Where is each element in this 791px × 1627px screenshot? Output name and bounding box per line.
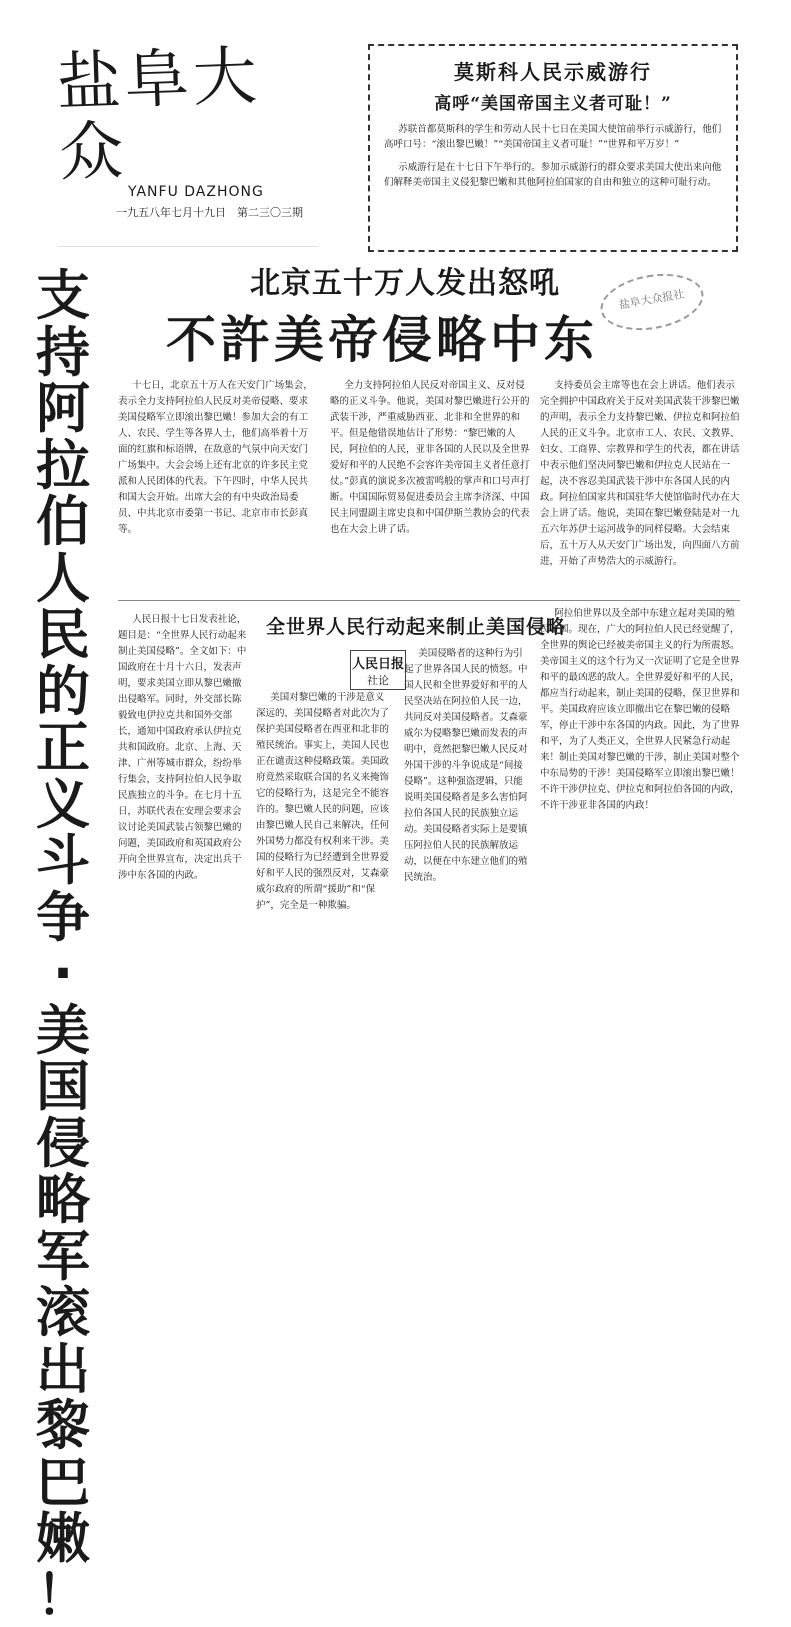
editorial-text: 美国侵略者的这种行为引起了世界各国人民的愤怒。中国人民和全世界爱好和平的人民坚决站在阿拉伯人民一边，共同反对美国侵略者。艾森豪威尔为侵略黎巴嫩而发表的声明中，竟然把黎巴嫩人民反对外国干涉的斗争说成是“间接侵略”。这种强盗逻辑，只能说明美国侵略者是多么害怕阿拉伯各国人民的民族独立运动。美国侵略者实际上是要镇压阿拉伯人民的民族解放运动，以便在中东建立他们的殖民统治。 [404, 648, 528, 883]
article-text: 支持委员会主席等也在会上讲话。他们表示完全拥护中国政府关于反对美国武装干涉黎巴嫩的声明，表示全力支持黎巴嫩、伊拉克和阿拉伯人民的正义斗争。北京市工人、农民、文教界、妇女、工商界、宗教界和学生的代表，都在讲话中表示他们坚决同黎巴嫩和伊拉克人民站在一起，决不容忍美国武装干涉中东各国人民的内政。阿拉伯国家共和国驻华大使馆临时代办在大会上讲了话。他说，美国在黎巴嫩登陆是对一九五六年苏伊士运河战争的同样侵略。大会结束后，五十万人从天安门广场出发，向四面八方前进，开始了声势浩大的示威游行。 [540, 380, 740, 567]
vertical-headline-char: 滚 [36, 1281, 90, 1344]
editorial-badge [350, 650, 406, 690]
box-paragraph-2: 示威游行是在十七日下午举行的。参加示威游行的群众要求美国大使出来向他们解释美帝国主义侵犯黎巴嫩和其他阿拉伯国家的自由和独立的这种可耻行动。 [384, 162, 722, 188]
divider [118, 600, 740, 601]
vertical-headline-char: 民 [36, 603, 90, 666]
editorial-label: 社论 [367, 674, 389, 687]
vertical-headline-char: 人 [36, 546, 90, 610]
vertical-headline-char: 国 [36, 1055, 90, 1118]
vertical-headline-char: ！ [36, 1563, 90, 1627]
vertical-headline-char: 的 [36, 659, 90, 723]
vertical-headline-char: 黎 [36, 1394, 90, 1457]
main-subheadline: 北京五十万人发出怒吼 [250, 266, 560, 301]
vertical-headline-char: 争 [36, 885, 90, 949]
moscow-news-box [368, 44, 738, 252]
editorial-text: 美国对黎巴嫩的干涉是意义深远的，美国侵略者对此次为了保护美国侵略者在西亚和北非的殖民统治。事实上，美国人民也正在谴责这种侵略政策。美国政府竟然采取联合国的名义来掩饰它的侵略行为，这是完全不能容许的。黎巴嫩人民的问题，应该由黎巴嫩人民自己来解决，任何外国势力都没有权利来干涉。美国的侵略行为已经遭到全世界爱好和平人民的强烈反对，艾森豪威尔政府的所谓“援助”和“保护”，完全是一种欺骗。 [256, 692, 390, 911]
newspaper-latin-title: YANFU DAZHONG [128, 184, 264, 200]
vertical-headline-char: 阿 [36, 377, 90, 440]
article-column-2 [330, 378, 530, 596]
article-text: 全力支持阿拉伯人民反对帝国主义、反对侵略的正义斗争。他说，美国对黎巴嫩进行公开的武装干涉，严重威胁西亚、北非和全世界的和平。但是他错误地估计了形势：“黎巴嫩的人民，阿拉伯的人民，亚非各国的人民以及全世界爱好和平的人民绝不会容许美帝国主义者任意打仗。”彭真的演说多次被雷鸣般的掌声和口号声打断。中国国际贸易促进委员会主席李济深、中国民主同盟副主席史良和中国伊斯兰教协会的代表也在大会上讲了话。 [330, 380, 530, 535]
editorial-column-4 [540, 606, 740, 1082]
article-column-1 [118, 378, 316, 596]
vertical-headline-char: 正 [36, 716, 90, 779]
box-paragraph-1: 苏联首都莫斯科的学生和劳动人民十七日在美国大使馆前举行示威游行，他们高呼口号：“滚出黎巴嫩！”“美国帝国主义者可耻！”“世界和平万岁！” [384, 124, 722, 150]
article-column-3 [540, 378, 740, 596]
vertical-headline-char: 嫩 [36, 1507, 90, 1570]
vertical-headline-char: 军 [36, 1224, 90, 1288]
vertical-headline-char: · [52, 942, 74, 1005]
article-text: 十七日，北京五十万人在天安门广场集会，表示全力支持阿拉伯人民反对美帝侵略、要求美国侵略军立即滚出黎巴嫩！参加大会的有工人、农民、学生等各界人士，他们高举着十万面的红旗和标语牌，在敌意的气氛中向天安门广场集中。大会会场上还有北京的许多民主党派和人民团体的代表。下午四时，中华人民共和国大会开始。出席大会的有中央政治局委员、中共北京市委第一书记、北京市市长彭真等。 [118, 380, 313, 535]
editorial-headline: 全世界人民行动起来制止美国侵略 [266, 616, 567, 638]
editorial-column-2 [256, 690, 392, 1122]
editorial-column-1 [118, 612, 248, 1082]
vertical-headline-char: 出 [36, 1337, 90, 1401]
vertical-headline-char: 持 [36, 320, 90, 384]
vertical-headline-char: 斗 [36, 829, 90, 892]
vertical-headline-char: 美 [36, 998, 90, 1062]
vertical-headline-char: 侵 [36, 1111, 90, 1175]
editorial-column-3 [404, 646, 528, 1078]
vertical-headline-char: 义 [36, 772, 90, 836]
vertical-headline-char: 伯 [36, 490, 90, 553]
issue-date: 一九五八年七月十九日 第二三〇三期 [116, 206, 303, 219]
vertical-headline-char: 巴 [36, 1450, 90, 1514]
main-headline: 不許美帝侵略中东 [166, 310, 598, 369]
library-stamp: 盐阜大众报社 [596, 266, 708, 337]
masthead [55, 38, 318, 248]
vertical-headline-char: 略 [36, 1168, 90, 1231]
box-headline: 莫斯科人民示威游行 [454, 60, 652, 84]
vertical-headline-char: 支 [36, 264, 90, 327]
editorial-text: 人民日报十七日发表社论，题目是：“全世界人民行动起来制止美国侵略”。全文如下：中国政府在十月十六日，发表声明，要求美国立即从黎巴嫩撤出侵略军。同时，外交部长陈毅致电伊拉克共和国外交部长，通知中国政府承认伊拉克共和国政府。北京、上海、天津、广州等城市群众，纷纷举行集会，支持阿拉伯人民争取民族独立的斗争。在七月十五日，苏联代表在安理会要求会议讨论美国武装占领黎巴嫩的问题，美国政府和英国政府公开向全世界宣布，决定出兵干涉中东各国的内政。 [118, 614, 247, 881]
box-subheadline: 高呼“美国帝国主义者可耻！” [434, 94, 672, 114]
vertical-headline-char: 拉 [36, 433, 90, 497]
editorial-text: 阿拉伯世界以及全部中东建立起对美国的殖民帝国。现在，广大的阿拉伯人民已经觉醒了，全世界的舆论已经被美帝国主义的行为所震怒。美帝国主义的这个行为又一次证明了它是全世界和平的最凶恶的敌人。全世界爱好和平的人民，都应当行动起来，制止美国的侵略，保卫世界和平。美国政府应该立即撤出它在黎巴嫩的侵略军，停止干涉中东各国的内政。因此，为了世界和平，为了人类正义，全世界人民紧急行动起来！制止美国对黎巴嫩的干涉，制止美国对整个中东局势的干涉！美国侵略军立即滚出黎巴嫩！不许干涉伊拉克、伊拉克和阿拉伯各国的内政，不许干涉亚非各国的内政！ [540, 608, 740, 811]
newspaper-title: 盐阜大众 [55, 39, 263, 192]
editorial-source: 人民日报 [351, 657, 404, 672]
vertical-headline [18, 264, 108, 1627]
